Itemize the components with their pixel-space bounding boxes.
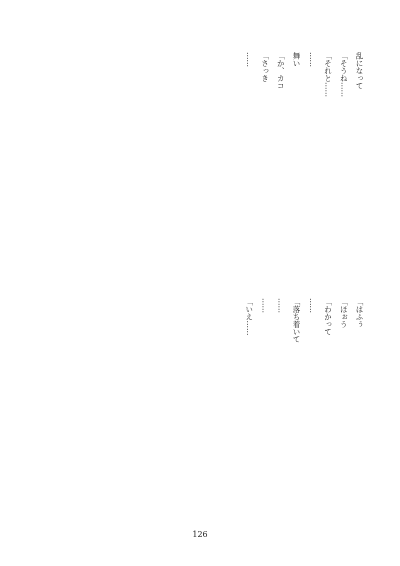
text-column: 「はふぅ: [355, 298, 364, 328]
text-column: ……: [307, 298, 317, 313]
text-column: 「わかって: [323, 298, 333, 336]
text-column: ……: [260, 298, 270, 313]
text-column: 「それと……: [323, 52, 333, 97]
page-number: 126: [192, 530, 208, 539]
text-column: 「さっき: [260, 52, 270, 82]
text-column: 「落ち着いて: [292, 298, 301, 343]
text-column: 「ほぉう: [339, 298, 349, 328]
top-tier: [44, 52, 364, 272]
text-column: 「か、カコ: [276, 52, 286, 90]
text-column: 乱になって: [355, 52, 364, 90]
text-column: ……: [276, 298, 286, 313]
text-column: 「いえ……: [244, 298, 254, 336]
text-column: ……: [307, 52, 317, 67]
text-column: 「そうね……: [339, 52, 349, 97]
text-column: ……: [244, 52, 254, 67]
bottom-tier: [44, 298, 364, 518]
text-column: 舞い: [292, 52, 301, 67]
